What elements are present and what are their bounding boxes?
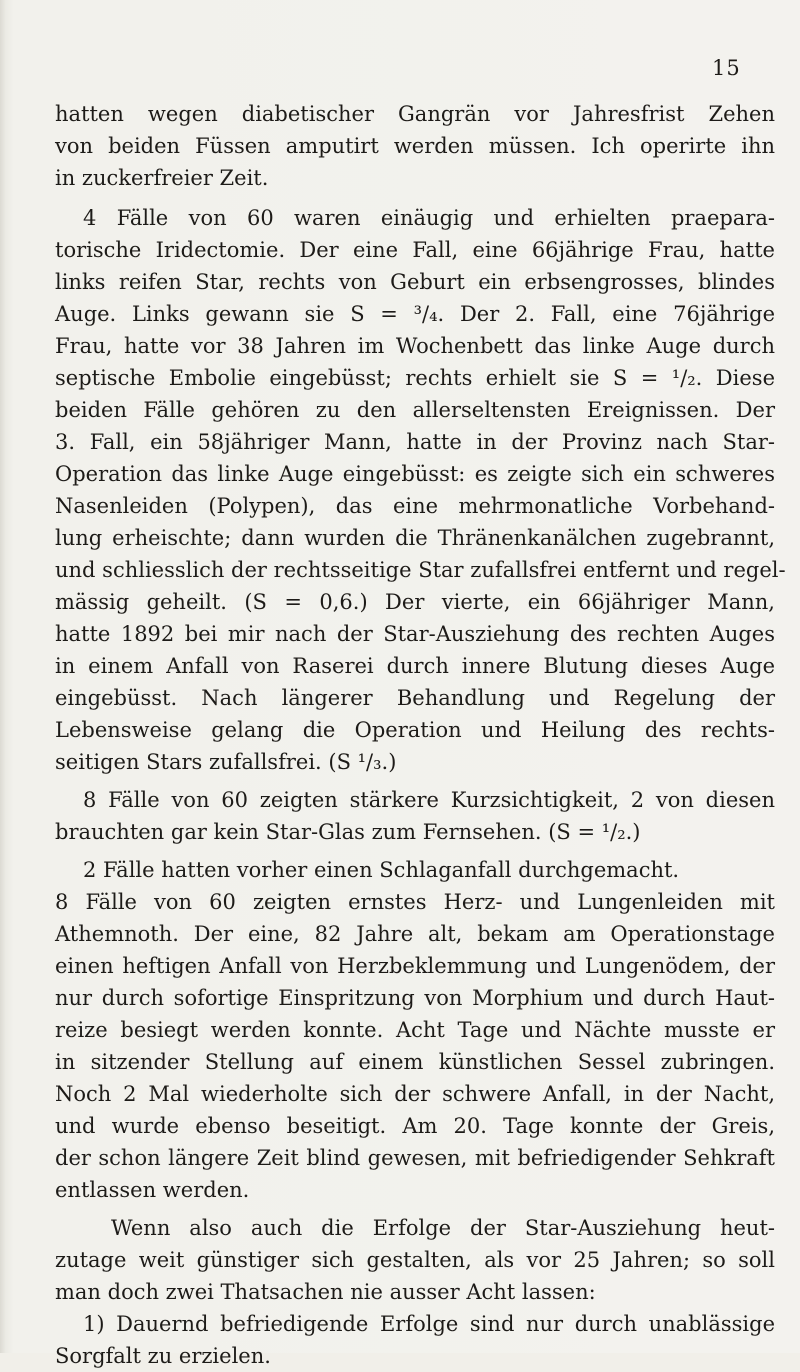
text-line: und schliesslich der rechtsseitige Star zufallsfrei entfernt und regel- [55,558,786,582]
text-line: Operation das linke Auge eingebüsst: es zeigte sich ein schweres [55,462,775,486]
page-number: 15 [712,56,741,80]
text-line: Athemnoth. Der eine, 82 Jahre alt, bekam am Operationstage [55,922,775,946]
text-line: brauchten gar kein Star-Glas zum Fernsehen. (S = ¹/₂.) [55,820,641,844]
text-line: und wurde ebenso beseitigt. Am 20. Tage konnte der Greis, [55,1114,775,1138]
text-line: Noch 2 Mal wiederholte sich der schwere Anfall, in der Nacht, [55,1082,775,1106]
text-line: einen heftigen Anfall von Herzbeklemmung und Lungenödem, der [55,954,775,978]
text-line: Auge. Links gewann sie S = ³/₄. Der 2. Fall, eine 76jährige [55,302,775,326]
text-line: seitigen Stars zufallsfrei. (S ¹/₃.) [55,750,397,774]
text-line: Sorgfalt zu erzielen. [55,1344,271,1368]
text-line: in einem Anfall von Raserei durch innere Blutung dieses Auge [55,654,775,678]
text-line: entlassen werden. [55,1178,250,1202]
text-line: Frau, hatte vor 38 Jahren im Wochenbett das linke Auge durch [55,334,775,358]
text-line: in zuckerfreier Zeit. [55,166,269,190]
text-line: Lebensweise gelang die Operation und Heilung des rechts- [55,718,775,742]
paragraph-start-line: 8 Fälle von 60 zeigten stärkere Kurzsichtigkeit, 2 von diesen [83,788,775,812]
text-line: hatte 1892 bei mir nach der Star-Ausziehung des rechten Auges [55,622,775,646]
text-line: 3. Fall, ein 58jähriger Mann, hatte in der Provinz nach Star- [55,430,775,454]
text-line: nur durch sofortige Einspritzung von Morphium und durch Haut- [55,986,775,1010]
text-line: zutage weit günstiger sich gestalten, als vor 25 Jahren; so soll [55,1248,775,1272]
paragraph-start-line: 2 Fälle hatten vorher einen Schlaganfall durchgemacht. [83,858,680,882]
text-line: hatten wegen diabetischer Gangrän vor Jahresfrist Zehen [55,102,775,126]
text-line: reize besiegt werden konnte. Acht Tage und Nächte musste er [55,1018,775,1042]
list-item-line: 1) Dauernd befriedigende Erfolge sind nur durch unablässige [83,1312,775,1336]
text-line: mässig geheilt. (S = 0,6.) Der vierte, ein 66jähriger Mann, [55,590,775,614]
text-line: in sitzender Stellung auf einem künstlichen Sessel zubringen. [55,1050,775,1074]
text-line: 8 Fälle von 60 zeigten ernstes Herz- und Lungenleiden mit [55,890,775,914]
text-line: der schon längere Zeit blind gewesen, mit befriedigender Sehkraft [55,1146,775,1170]
text-line: torische Iridectomie. Der eine Fall, eine 66jährige Frau, hatte [55,238,775,262]
text-line: man doch zwei Thatsachen nie ausser Acht lassen: [55,1280,596,1304]
text-line: eingebüsst. Nach längerer Behandlung und Regelung der [55,686,775,710]
text-line: lung erheischte; dann wurden die Thränenkanälchen zugebrannt, [55,526,775,550]
text-line: beiden Fälle gehören zu den allerseltensten Ereignissen. Der [55,398,775,422]
paragraph-start-line: Wenn also auch die Erfolge der Star-Ausziehung heut- [111,1216,775,1240]
text-line: Nasenleiden (Polypen), das eine mehrmonatliche Vorbehand- [55,494,775,518]
text-line: septische Embolie eingebüsst; rechts erhielt sie S = ¹/₂. Diese [55,366,775,390]
text-line: von beiden Füssen amputirt werden müssen. Ich operirte ihn [55,134,775,158]
paragraph-start-line: 4 Fälle von 60 waren einäugig und erhielten praepara- [83,206,775,230]
text-line: links reifen Star, rechts von Geburt ein erbsengrosses, blindes [55,270,775,294]
body-text [55,98,786,1372]
